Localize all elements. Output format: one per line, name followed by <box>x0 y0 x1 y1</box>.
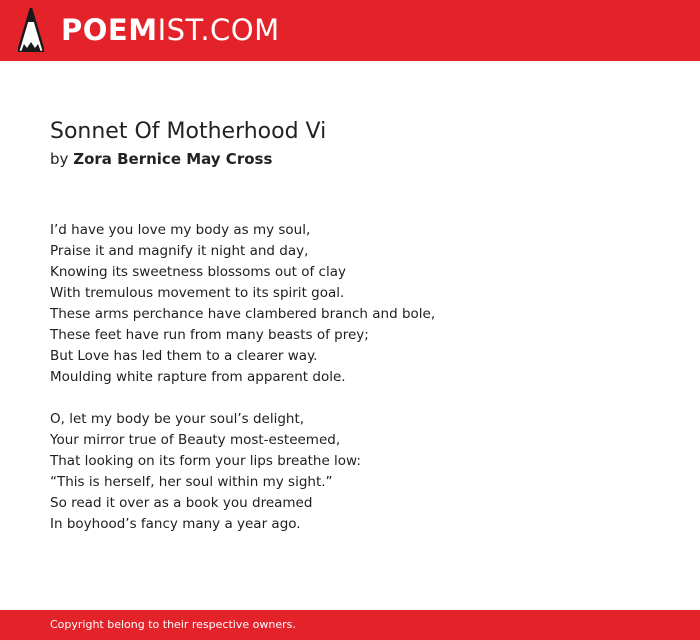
by-label: by <box>50 150 69 168</box>
poem-line: These feet have run from many beasts of prey; <box>50 327 369 343</box>
author-name: Zora Bernice May Cross <box>73 150 273 168</box>
poem-line: That looking on its form your lips breathe low: <box>50 453 361 469</box>
poem-line: Moulding white rapture from apparent dole. <box>50 369 346 385</box>
poem-body <box>50 220 670 556</box>
site-header <box>0 0 700 61</box>
poem-line: Your mirror true of Beauty most-esteemed, <box>50 432 341 448</box>
poem-line: Knowing its sweetness blossoms out of clay <box>50 264 346 280</box>
poem-line: These arms perchance have clambered branch and bole, <box>50 306 436 322</box>
byline <box>50 149 272 169</box>
site-footer <box>0 610 700 640</box>
poem-line: But Love has led them to a clearer way. <box>50 348 318 364</box>
poem-line: With tremulous movement to its spirit goal. <box>50 285 345 301</box>
poem-line: Praise it and magnify it night and day, <box>50 243 309 259</box>
copyright-text: Copyright belong to their respective owners. <box>50 618 296 631</box>
poem-line: In boyhood’s fancy many a year ago. <box>50 516 301 532</box>
poem-line: I’d have you love my body as my soul, <box>50 222 311 238</box>
pencil-tip-icon[interactable] <box>18 8 44 52</box>
poem-line: So read it over as a book you dreamed <box>50 495 313 511</box>
logo-light-text: IST.COM <box>157 13 280 47</box>
poem-title: Sonnet Of Motherhood Vi <box>50 119 327 144</box>
poem-line: O, let my body be your soul’s delight, <box>50 411 305 427</box>
stanza <box>50 220 670 388</box>
logo-bold-text: POEM <box>61 13 158 47</box>
stanza <box>50 409 670 535</box>
site-logo[interactable] <box>61 13 280 47</box>
poem-line: “This is herself, her soul within my sight.” <box>50 474 333 490</box>
